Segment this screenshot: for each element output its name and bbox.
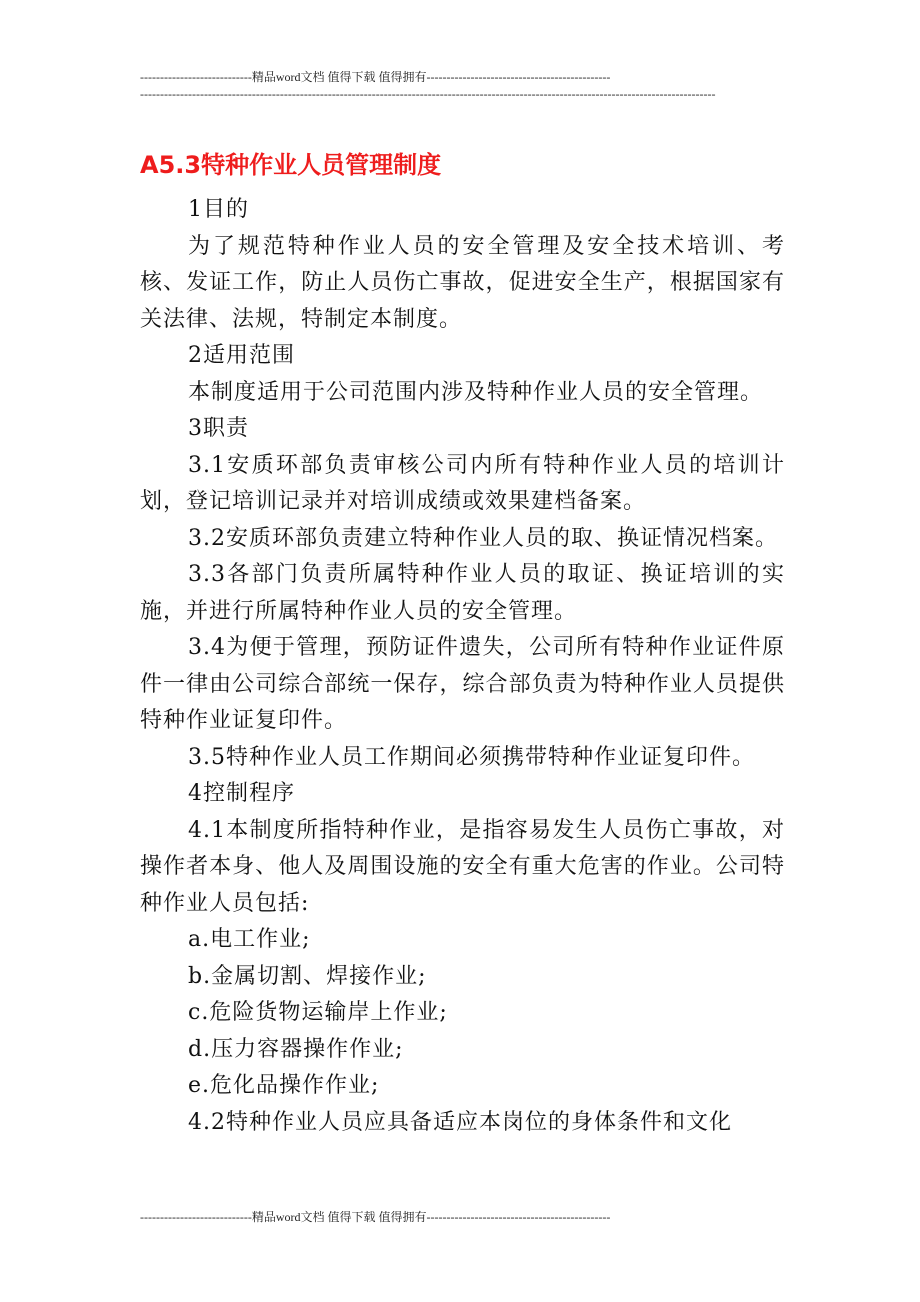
list-item: a.电工作业; xyxy=(188,927,311,952)
section-heading-scope: 2适用范围 xyxy=(188,343,295,368)
section-heading-duties: 3职责 xyxy=(188,416,249,441)
paragraph-duty-3-4: 3.4为便于管理，预防证件遗失，公司所有特种作业证件原件一律由公司综合部统一保存，综合部负责为特种作业人员提供特种作业证复印件。 xyxy=(140,635,785,733)
paragraph-procedure-4-2: 4.2特种作业人员应具备适应本岗位的身体条件和文化 xyxy=(188,1109,732,1135)
paragraph-scope: 本制度适用于公司范围内涉及特种作业人员的安全管理。 xyxy=(188,379,764,405)
paragraph-purpose: 为了规范特种作业人员的安全管理及安全技术培训、考核、发证工作，防止人员伤亡事故，促进安全生产，根据国家有关法律、法规，特制定本制度。 xyxy=(140,233,785,332)
paragraph-duty-3-5: 3.5特种作业人员工作期间必须携带特种作业证复印件。 xyxy=(188,744,755,770)
paragraph-procedure-4-1: 4.1本制度所指特种作业，是指容易发生人员伤亡事故，对操作者本身、他人及周围设施的安全有重大危害的作业。公司特种作业人员包括: xyxy=(140,817,785,916)
list-item: b.金属切割、焊接作业; xyxy=(188,963,427,989)
header-divider: ------------------------------------------------------------------------------------------------------------------------------------------------ xyxy=(140,87,716,101)
list-item: c.危险货物运输岸上作业; xyxy=(188,1000,448,1025)
section-heading-purpose: 1目的 xyxy=(188,197,249,222)
paragraph-duty-3-1: 3.1安质环部负责审核公司内所有特种作业人员的培训计划，登记培训记录并对培训成绩或效果建档备案。 xyxy=(140,452,785,514)
document-body xyxy=(140,192,785,1141)
page-footer: ----------------------------精品word文档 值得下载 值得拥有---------------------------------------------- xyxy=(140,1210,611,1224)
paragraph-duty-3-3: 3.3各部门负责所属特种作业人员的取证、换证培训的实施，并进行所属特种作业人员的安全管理。 xyxy=(140,562,785,624)
list-item: e.危化品操作作业; xyxy=(188,1073,380,1098)
section-heading-procedure: 4控制程序 xyxy=(188,781,295,806)
paragraph-duty-3-2: 3.2安质环部负责建立特种作业人员的取、换证情况档案。 xyxy=(188,525,778,551)
page-header: ----------------------------精品word文档 值得下载 值得拥有---------------------------------------------- xyxy=(140,70,611,84)
document-title: A5.3特种作业人员管理制度 xyxy=(140,151,442,179)
list-item: d.压力容器操作作业; xyxy=(188,1036,404,1062)
